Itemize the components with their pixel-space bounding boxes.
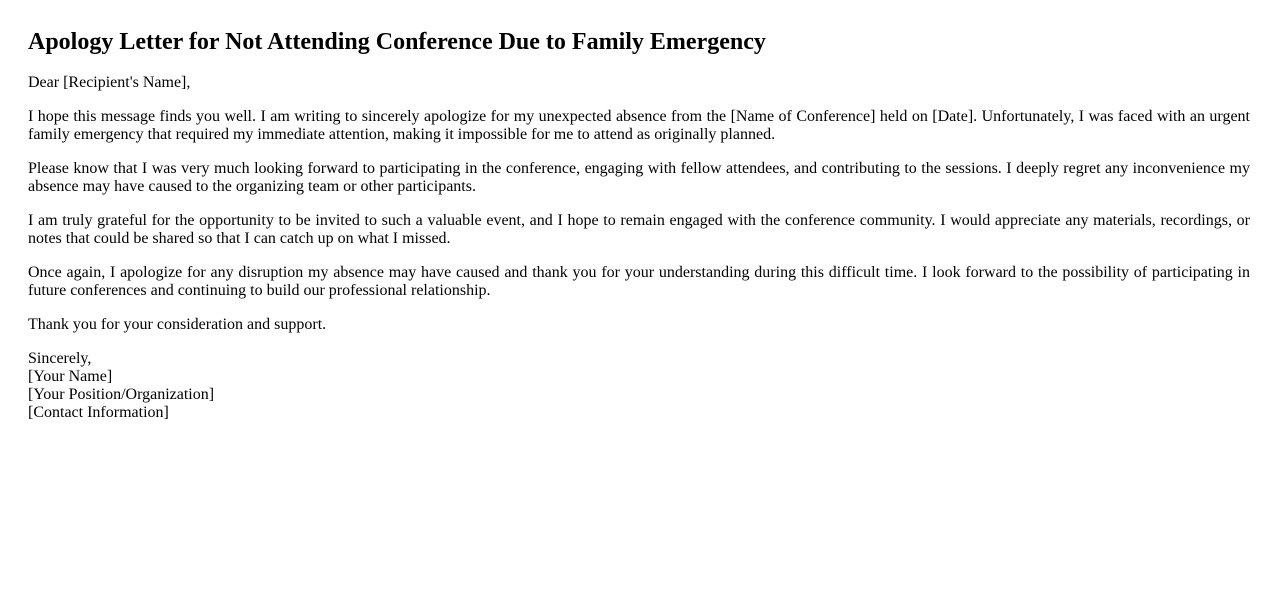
letter-paragraph-thanks: Thank you for your consideration and support.	[28, 316, 327, 333]
signer-contact: [Contact Information]	[28, 404, 169, 421]
letter-title: Apology Letter for Not Attending Conference Due to Family Emergency	[28, 29, 766, 55]
letter-salutation: Dear [Recipient's Name],	[28, 74, 191, 91]
letter-paragraph-gratitude: I am truly grateful for the opportunity to be invited to such a valuable event, and I hope to remain engaged with the conference community. I would appreciate any materials, recordings, or notes that could be shared so that I can catch up on what I missed.	[28, 212, 1250, 247]
letter-paragraph-regret: Please know that I was very much looking forward to participating in the conference, engaging with fellow attendees, and contributing to the sessions. I deeply regret any inconvenience my absence may have caused to the organizing team or other participants.	[28, 160, 1250, 195]
letter-valediction: Sincerely,	[28, 350, 92, 367]
letter-paragraph-apology: Once again, I apologize for any disruption my absence may have caused and thank you for your understanding during this difficult time. I look forward to the possibility of participating in future conferences and continuing to build our professional relationship.	[28, 264, 1250, 299]
signer-name: [Your Name]	[28, 368, 113, 385]
letter-paragraph-intro: I hope this message finds you well. I am writing to sincerely apologize for my unexpected absence from the [Name of Conference] held on [Date]. Unfortunately, I was faced with an urgent family emergency that required my immediate attention, making it impossible for me to attend as originally planned.	[28, 108, 1250, 143]
signer-position: [Your Position/Organization]	[28, 386, 215, 403]
letter-signature-block	[28, 350, 1250, 422]
